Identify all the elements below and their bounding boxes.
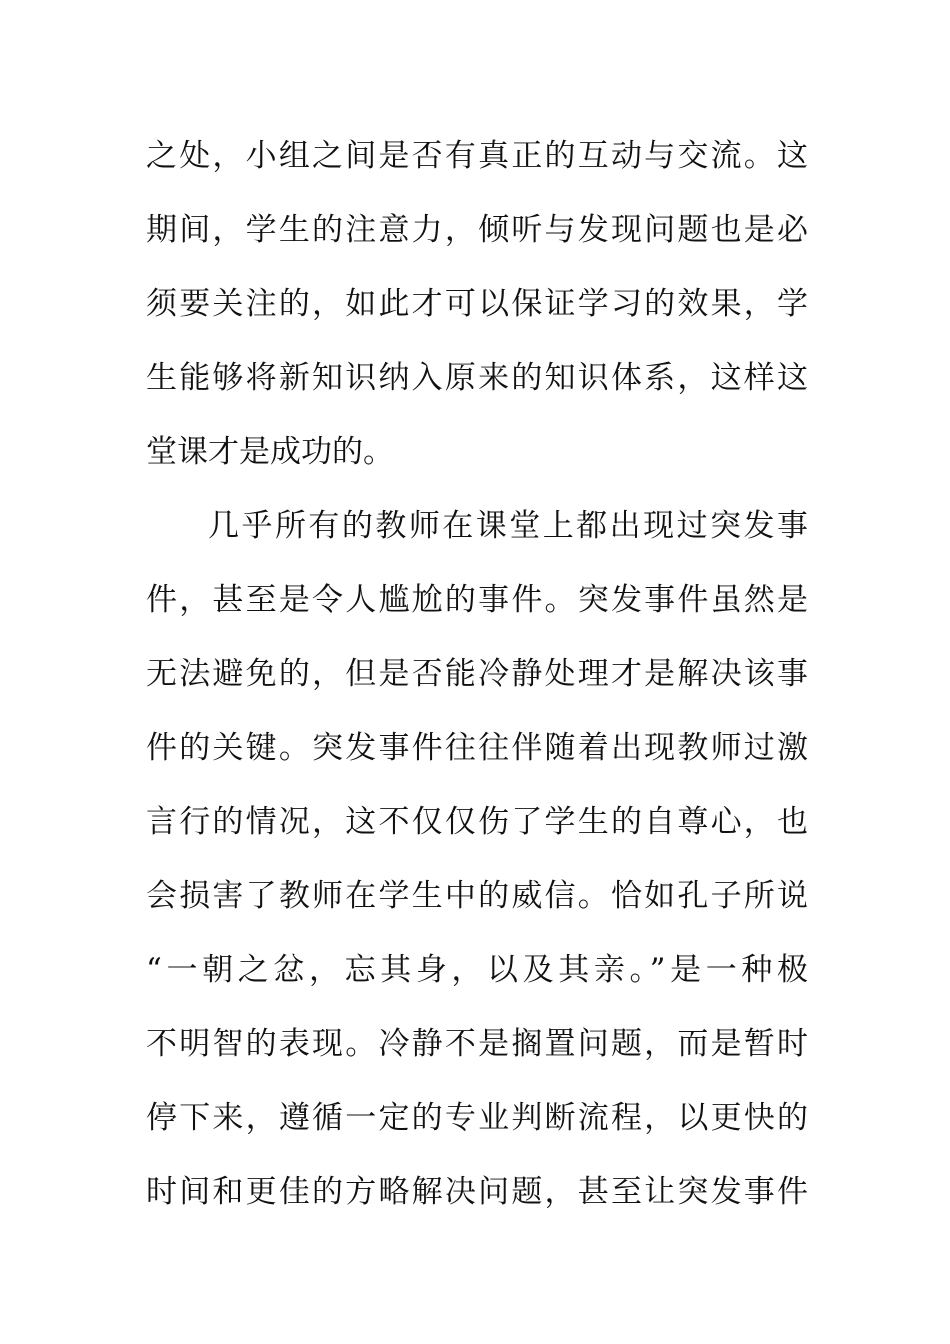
paragraph-line: 件的关键。突发事件往往伴随着出现教师过激: [146, 730, 808, 766]
paragraph-line: 几乎所有的教师在课堂上都出现过突发事: [208, 508, 808, 544]
paragraph-line: 生能够将新知识纳入原来的知识体系，这样这: [146, 360, 808, 396]
paragraph-line: “一朝之忿，忘其身，以及其亲。”是一种极: [146, 952, 808, 988]
paragraph-line: 时间和更佳的方略解决问题，甚至让突发事件: [146, 1174, 808, 1210]
paragraph-line: 会损害了教师在学生中的威信。恰如孔子所说: [146, 878, 808, 914]
paragraph-line: 无法避免的，但是否能冷静处理才是解决该事: [146, 656, 808, 692]
paragraph-line: 须要关注的，如此才可以保证学习的效果，学: [146, 286, 808, 322]
paragraph-line: 件，甚至是令人尴尬的事件。突发事件虽然是: [146, 582, 808, 618]
body-text: [146, 126, 808, 1236]
paragraph-1: [146, 126, 808, 496]
paragraph-line: 之处，小组之间是否有真正的互动与交流。这: [146, 138, 808, 174]
paragraph-2: [146, 496, 808, 1236]
paragraph-line: 言行的情况，这不仅仅伤了学生的自尊心，也: [146, 804, 808, 840]
paragraph-line: 堂课才是成功的。: [146, 434, 394, 470]
paragraph-line: 不明智的表现。冷静不是搁置问题，而是暂时: [146, 1026, 808, 1062]
paragraph-line: 期间，学生的注意力，倾听与发现问题也是必: [146, 212, 808, 248]
paragraph-line: 停下来，遵循一定的专业判断流程，以更快的: [146, 1100, 808, 1136]
